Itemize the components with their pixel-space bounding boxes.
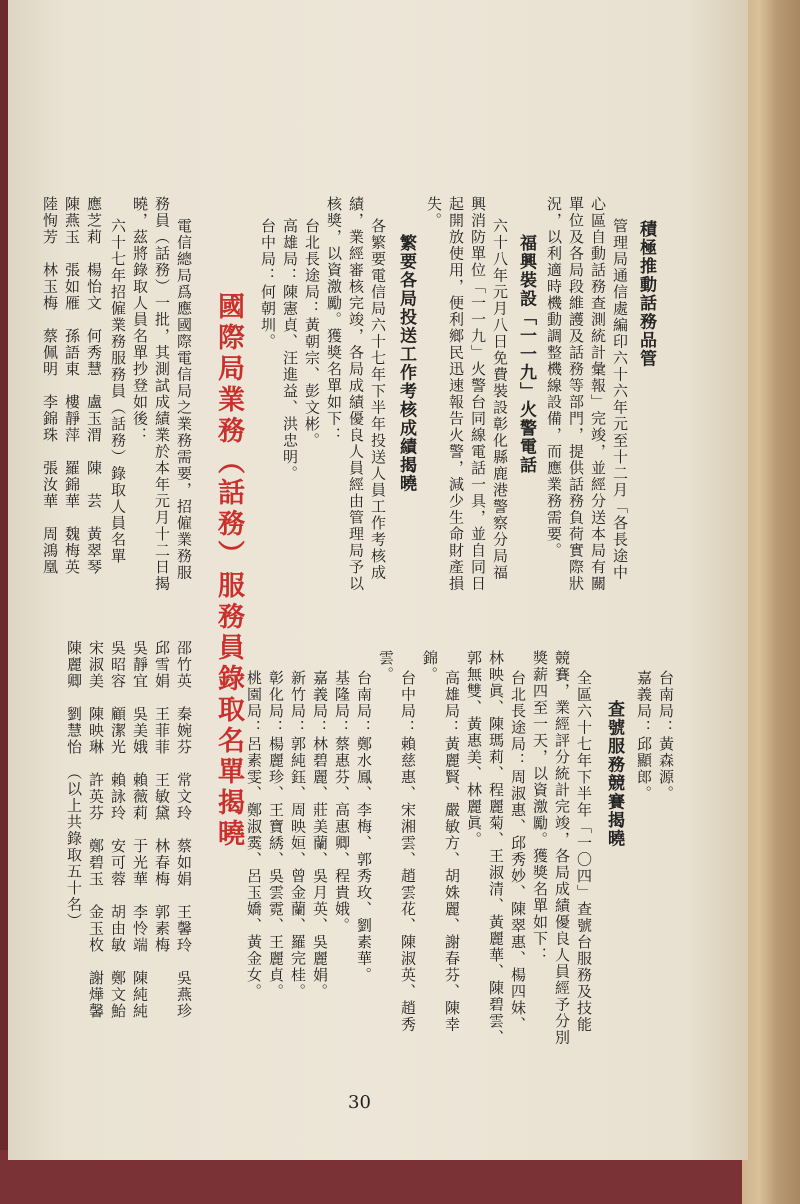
intl-line-1: 電信總局爲應國際電信局之業務需要，招僱業務服 xyxy=(175,218,193,581)
intl-names-bottom-4: 吳昭容 顧潔光 賴詠玲 安可蓉 胡由敏 鄭文鮐 xyxy=(109,640,127,1020)
fuxing-title: 福興裝設「一一九」火警電話 xyxy=(516,234,536,475)
fuxing-line-3: 起開放使用，便利鄉民迅速報告火警，減少生命財產損 xyxy=(447,196,465,592)
query-line-14: 新竹局：郭純鈺、周映姮、曾金蘭、羅完桂。 xyxy=(289,670,307,1000)
management-title: 積極推動話務品管 xyxy=(636,220,656,368)
intl-title: 國際局業務（話務）服務員錄取名單揭曉 xyxy=(213,292,244,850)
query-line-7: 高雄局：黃麗賢、嚴敏方、胡姝麗、謝春芬、陳幸 xyxy=(443,670,461,1033)
query-line-12: 基隆局：蔡惠芬、高惠卿、程貴娥。 xyxy=(333,670,351,934)
query-line-1: 全區六十七年下半年「一〇四」查號台服務及技能 xyxy=(575,670,593,1033)
book-page-edges xyxy=(742,0,800,1204)
prev-tail-line-2: 嘉義局：邱顯郎。 xyxy=(635,670,653,802)
dispatch-line-2: 績，業經審核完竣，各局成績優良人員經由管理局予以 xyxy=(347,196,365,592)
query-line-8: 錦。 xyxy=(421,650,439,683)
intl-names-bottom-5: 宋淑美 陳映琳 許英芬 鄭碧玉 金玉枚 謝燁馨 xyxy=(87,640,105,1020)
page-number: 30 xyxy=(348,1092,371,1113)
dispatch-line-3: 核獎，以資激勵。獲獎名單如下： xyxy=(325,196,343,444)
intl-names-top-1: 應芝莉 楊怡文 何秀慧 盧玉渭 陳 芸 黃翠琴 xyxy=(85,196,103,576)
dispatch-line-4: 台北長途局：黃朝宗、彭文彬。 xyxy=(303,218,321,449)
intl-names-top-3: 陸恂芳 林玉梅 蔡佩明 李錦珠 張汝華 周鴻凰 xyxy=(41,196,59,576)
query-line-10: 雲。 xyxy=(377,650,395,683)
intl-names-bottom-2: 邱雪娟 王菲菲 王敏黛 林春梅 郭素梅 xyxy=(153,640,171,954)
intl-names-top-2: 陳燕玉 張如雁 孫語東 樓靜萍 羅錦華 魏梅英 xyxy=(63,196,81,576)
dispatch-line-6: 台中局：何朝圳。 xyxy=(259,218,277,350)
query-line-15: 彰化局：楊麗珍、王寶綉、吳雲霓、王麗貞。 xyxy=(267,670,285,1000)
query-line-11: 台南局：鄭水鳳、李梅、郭秀玫、劉素華。 xyxy=(355,670,373,984)
query-title: 查號服務競賽揭曉 xyxy=(604,700,624,848)
intl-line-3: 曉，茲將錄取人員名單抄登如後： xyxy=(131,196,149,444)
prev-tail-line-1: 台南局：黃森源。 xyxy=(657,670,675,802)
query-line-4: 台北長途局：周淑惠、邱秀妙、陳翠惠、楊四妹、 xyxy=(509,670,527,1033)
intl-line-4: 六十七年招僱業務服務員（話務）錄取人員名單 xyxy=(109,218,127,565)
fuxing-line-2: 興消防單位「一一九」火警台同線電話一具，並自同日 xyxy=(469,196,487,592)
dispatch-title: 繁要各局投送工作考核成績揭曉 xyxy=(396,234,416,493)
intl-line-2: 務員（話務）一批，其測試成績業於本年元月十二日揭 xyxy=(153,196,171,592)
fuxing-line-1: 六十八年元月八日免費裝設彰化縣鹿港警察分局福 xyxy=(491,218,509,581)
query-line-3: 獎薪四至一天，以資激勵。獲獎名單如下： xyxy=(531,650,549,964)
query-line-2: 競賽，業經評分統計完竣，各局成績優良人員經予分別 xyxy=(553,650,571,1046)
intl-names-bottom-1: 邵竹英 秦婉芬 常文玲 蔡如娟 王馨玲 吳燕珍 xyxy=(175,640,193,1020)
dispatch-line-5: 高雄局：陳憲貞、汪進益、洪忠明。 xyxy=(281,218,299,482)
management-line-3: 單位及各局段維護及話務等部門，提供話務負荷實際狀 xyxy=(567,196,585,592)
management-line-2: 心區自動話務查測統計彙報」完竣，並經分送本局有關 xyxy=(589,196,607,592)
query-line-5: 林映眞、陳瑪莉、程麗菊、王淑清、黃麗華、陳碧雲、 xyxy=(487,650,505,1046)
intl-names-bottom-3: 吳靜宜 吳美娥 賴薇莉 于光華 李怜端 陳純純 xyxy=(131,640,149,1020)
document-page xyxy=(8,0,748,1160)
query-line-16: 桃園局：呂素雯、鄭淑霙、呂玉嬌、黃金女。 xyxy=(245,670,263,1000)
query-line-6: 郭無雙、黃惠美、林麗眞。 xyxy=(465,650,483,848)
query-line-9: 台中局：賴慈惠、宋湘雲、趙雲花、陳淑英、趙秀 xyxy=(399,670,417,1033)
intl-names-bottom-6: 陳麗卿 劉慧怡 （以上共錄取五十名） xyxy=(65,640,83,930)
fuxing-line-4: 失。 xyxy=(425,196,443,229)
query-line-13: 嘉義局：林碧麗、莊美蘭、吳月英、吳麗娟。 xyxy=(311,670,329,1000)
management-line-1: 管理局通信處編印六十六年元至十二月「各長途中 xyxy=(611,218,629,581)
management-line-4: 況，以利適時機動調整機線設備，而應業務需要。 xyxy=(545,196,563,559)
dispatch-line-1: 各繁要電信局六十七年下半年投送人員工作考核成 xyxy=(369,218,387,581)
